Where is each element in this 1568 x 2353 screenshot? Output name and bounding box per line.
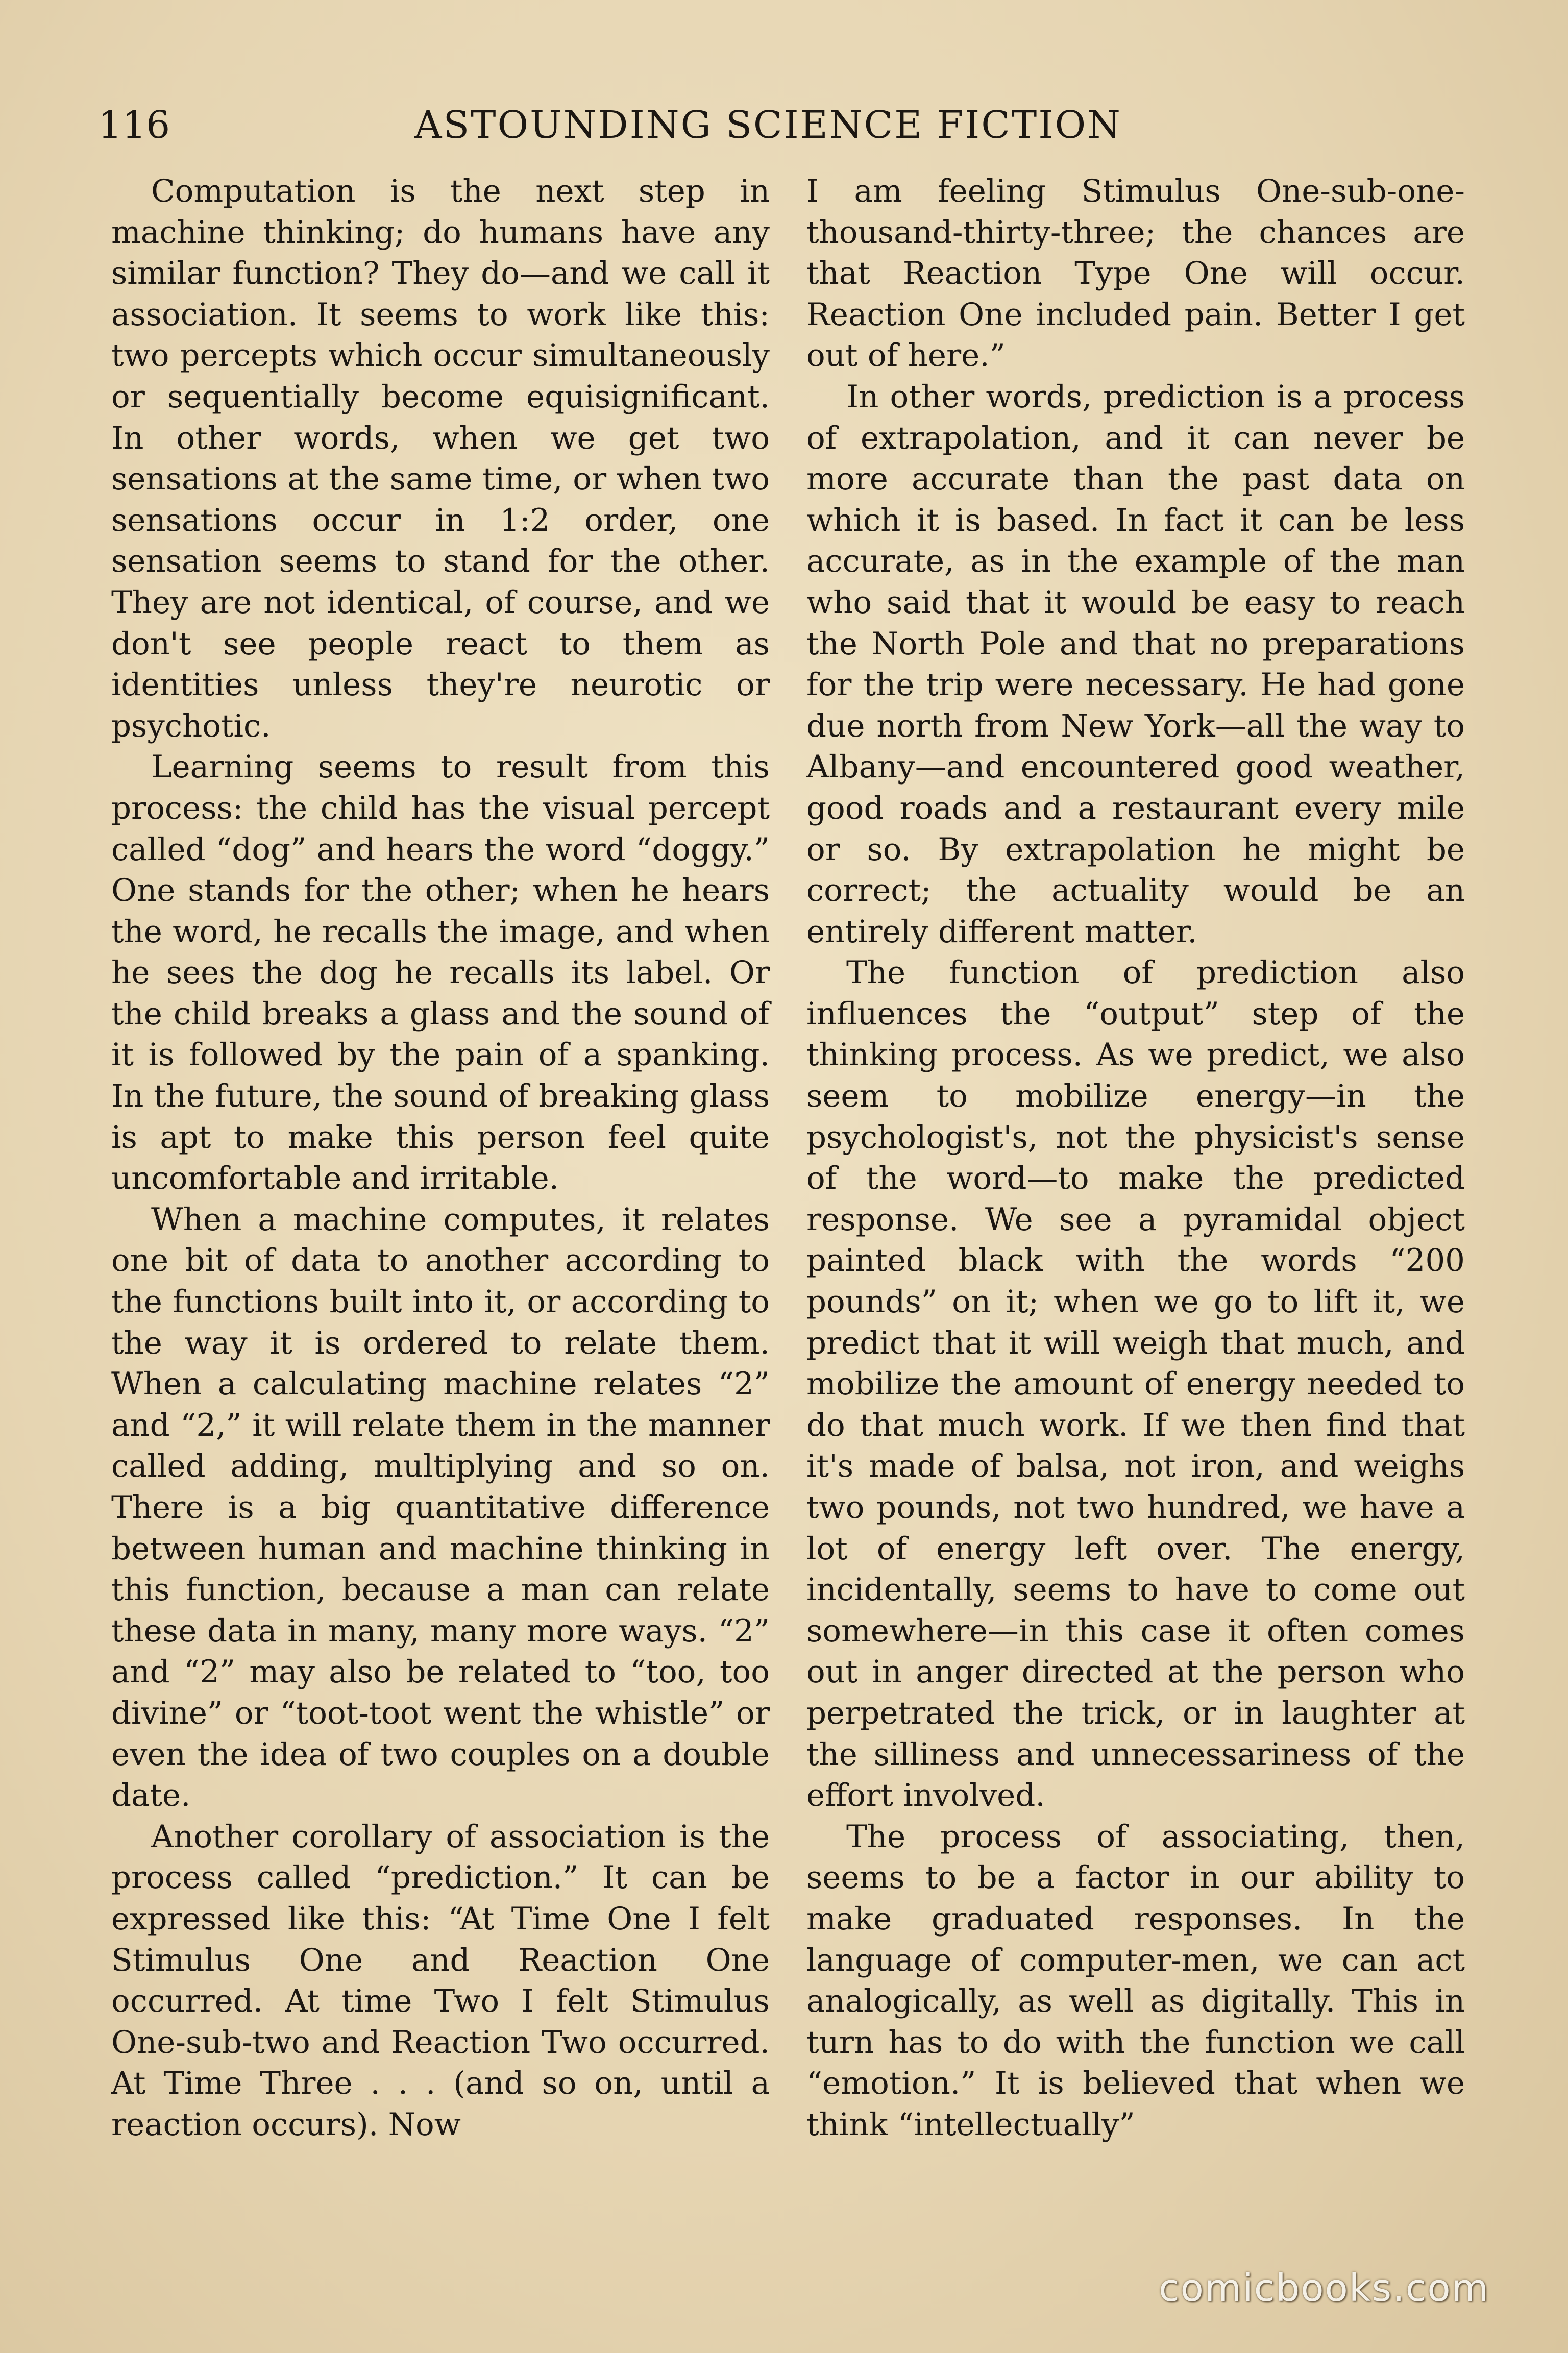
running-head: ASTOUNDING SCIENCE FICTION	[414, 103, 1122, 147]
page-header	[98, 97, 1160, 153]
paragraph: I am feeling Stimulus One-sub-one-thousand-thirty-three; the chances are that Reaction Type One will occur. Reaction One included pain. Better I get out of here.”	[806, 173, 1465, 374]
page-number: 116	[98, 103, 170, 147]
paragraph: Another corollary of association is the process called “prediction.” It can be expressed like this: “At Time One I felt Stimulus One and Reaction One occurred. At time Two I felt Stimulus One-sub-two and Reaction Two occurred. At Time Three . . . (and so on, until a reaction occurs). Now	[111, 1818, 770, 2143]
paragraph: The process of associating, then, seems to be a factor in our ability to make graduated responses. In the language of computer-men, we can act analogically, as well as digitally. This in turn has to do with the function we call “emotion.” It is believed that when we think “intellectually”	[806, 1818, 1465, 2143]
paragraph: The function of prediction also influences the “output” step of the thinking process. As we predict, we also seem to mobilize energy—in the psychologist's, not the physicist's sense of the word—to make the predicted response. We see a pyramidal object painted black with the words “200 pounds” on it; when we go to lift it, we predict that it will weigh that much, and mobilize the amount of energy needed to do that much work. If we then find that it's made of balsa, not iron, and weighs two pounds, not two hundred, we have a lot of energy left over. The energy, incidentally, seems to have to come out somewhere—in this case it often comes out in anger directed at the person who perpetrated the trick, or in laughter at the silliness and unnecessariness of the effort involved.	[806, 954, 1465, 1814]
paragraph: When a machine computes, it relates one bit of data to another according to the functions built into it, or according to the way it is ordered to relate them. When a calculating machine relates “2” and “2,” it will relate them in the manner called adding, multiplying and so on. There is a big quantitative difference between human and machine thinking in this function, because a man can relate these data in many, many more ways. “2” and “2” may also be related to “too, too divine” or “toot-toot went the whistle” or even the idea of two couples on a double date.	[111, 1201, 770, 1814]
watermark: comicbooks.com	[1159, 2266, 1489, 2310]
right-column	[806, 171, 1465, 2146]
paragraph: Computation is the next step in machine thinking; do humans have any similar function? They do—and we call it association. It seems to work like this: two percepts which occur simultaneously or sequentially become equisignificant. In other words, when we get two sensations at the same time, or when two sensations occur in 1:2 order, one sensation seems to stand for the other. They are not identical, of course, and we don't see people react to them as identities unless they're neurotic or psychotic.	[111, 173, 770, 744]
paragraph: In other words, prediction is a process of extrapolation, and it can never be more accurate than the past data on which it is based. In fact it can be less accurate, as in the example of the man who said that it would be easy to reach the North Pole and that no preparations for the trip were necessary. He had gone due north from New York—all the way to Albany—and encountered good weather, good roads and a restaurant every mile or so. By extrapolation he might be correct; the actuality would be an entirely different matter.	[806, 378, 1465, 950]
left-column	[111, 171, 770, 2146]
paragraph: Learning seems to result from this process: the child has the visual percept called “dog” and hears the word “doggy.” One stands for the other; when he hears the word, he recalls the image, and when he sees the dog he recalls its label. Or the child breaks a glass and the sound of it is followed by the pain of a spanking. In the future, the sound of breaking glass is apt to make this person feel quite uncomfortable and irritable.	[111, 749, 770, 1197]
